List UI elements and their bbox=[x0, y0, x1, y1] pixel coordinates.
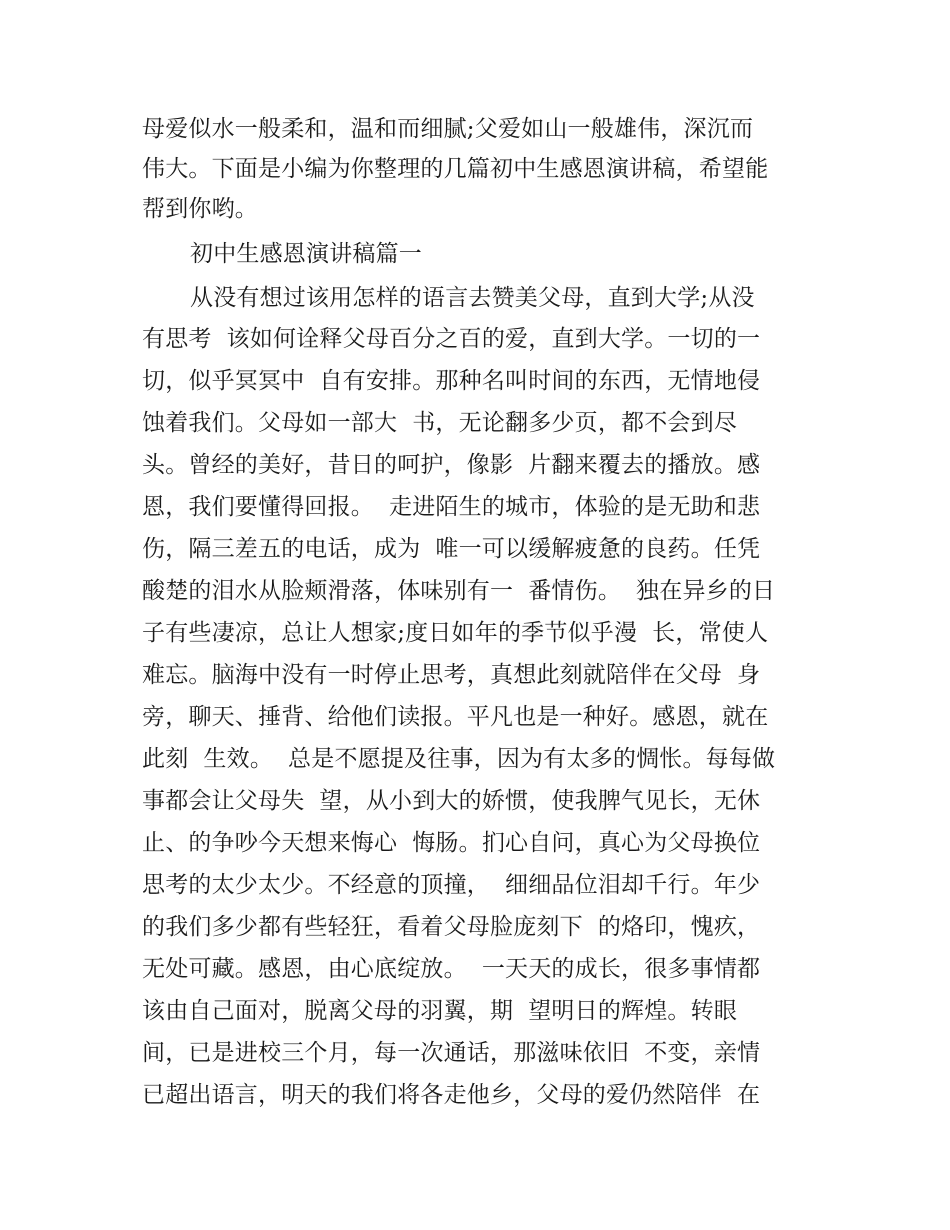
body-line-18: 该由自己面对，脱离父母的羽翼，期 望明日的辉煌。转眼 bbox=[142, 998, 738, 1024]
body-line-13: 事都会让父母失 望，从小到大的娇惯，使我脾气见长，无休 bbox=[142, 788, 761, 814]
section-heading: 初中生感恩演讲稿篇一 bbox=[190, 241, 422, 267]
body-line-7: 伤，隔三差五的电话，成为 唯一可以缓解疲惫的良药。任凭 bbox=[142, 536, 761, 562]
body-line-4: 蚀着我们。父母如一部大 书，无论翻多少页，都不会到尽 bbox=[142, 410, 738, 436]
body-line-6: 恩，我们要懂得回报。 走进陌生的城市，体验的是无助和悲 bbox=[142, 494, 761, 520]
body-line-8: 酸楚的泪水从脸颊滑落，体味别有一 番情伤。 独在异乡的日 bbox=[142, 578, 776, 604]
body-line-2: 有思考 该如何诠释父母百分之百的爱，直到大学。一切的一 bbox=[142, 326, 761, 352]
body-line-17: 无处可藏。感恩，由心底绽放。 一天天的成长，很多事情都 bbox=[142, 956, 761, 982]
intro-line-3: 帮到你哟。 bbox=[142, 196, 258, 222]
body-line-9: 子有些凄凉，总让人想家;度日如年的季节似乎漫 长，常使人 bbox=[142, 620, 769, 646]
body-line-14: 止、的争吵今天想来悔心 悔肠。扪心自问，真心为父母换位 bbox=[142, 830, 761, 856]
body-line-16: 的我们多少都有些轻狂，看着父母脸庞刻下 的烙印，愧疚， bbox=[142, 914, 761, 940]
body-line-11: 旁，聊天、捶背、给他们读报。平凡也是一种好。感恩，就在 bbox=[142, 704, 769, 730]
body-line-1: 从没有想过该用怎样的语言去赞美父母，直到大学;从没 bbox=[190, 285, 755, 311]
body-line-19: 间，已是进校三个月，每一次通话，那滋味依旧 不变，亲情 bbox=[142, 1040, 761, 1066]
body-line-5: 头。曾经的美好，昔日的呵护，像影 片翻来覆去的播放。感 bbox=[142, 452, 761, 478]
intro-line-1: 母爱似水一般柔和，温和而细腻;父爱如山一般雄伟，深沉而 bbox=[142, 116, 754, 142]
intro-line-2: 伟大。下面是小编为你整理的几篇初中生感恩演讲稿，希望能 bbox=[142, 156, 769, 182]
body-line-12: 此刻 生效。 总是不愿提及往事，因为有太多的惆怅。每每做 bbox=[142, 746, 776, 772]
body-line-3: 切，似乎冥冥中 自有安排。那种名叫时间的东西，无情地侵 bbox=[142, 368, 761, 394]
body-line-15: 思考的太少太少。不经意的顶撞， 细细品位泪却千行。年少 bbox=[142, 872, 761, 898]
body-line-20: 已超出语言，明天的我们将各走他乡，父母的爱仍然陪伴 在 bbox=[142, 1082, 761, 1108]
body-line-10: 难忘。脑海中没有一时停止思考，真想此刻就陪伴在父母 身 bbox=[142, 662, 761, 688]
